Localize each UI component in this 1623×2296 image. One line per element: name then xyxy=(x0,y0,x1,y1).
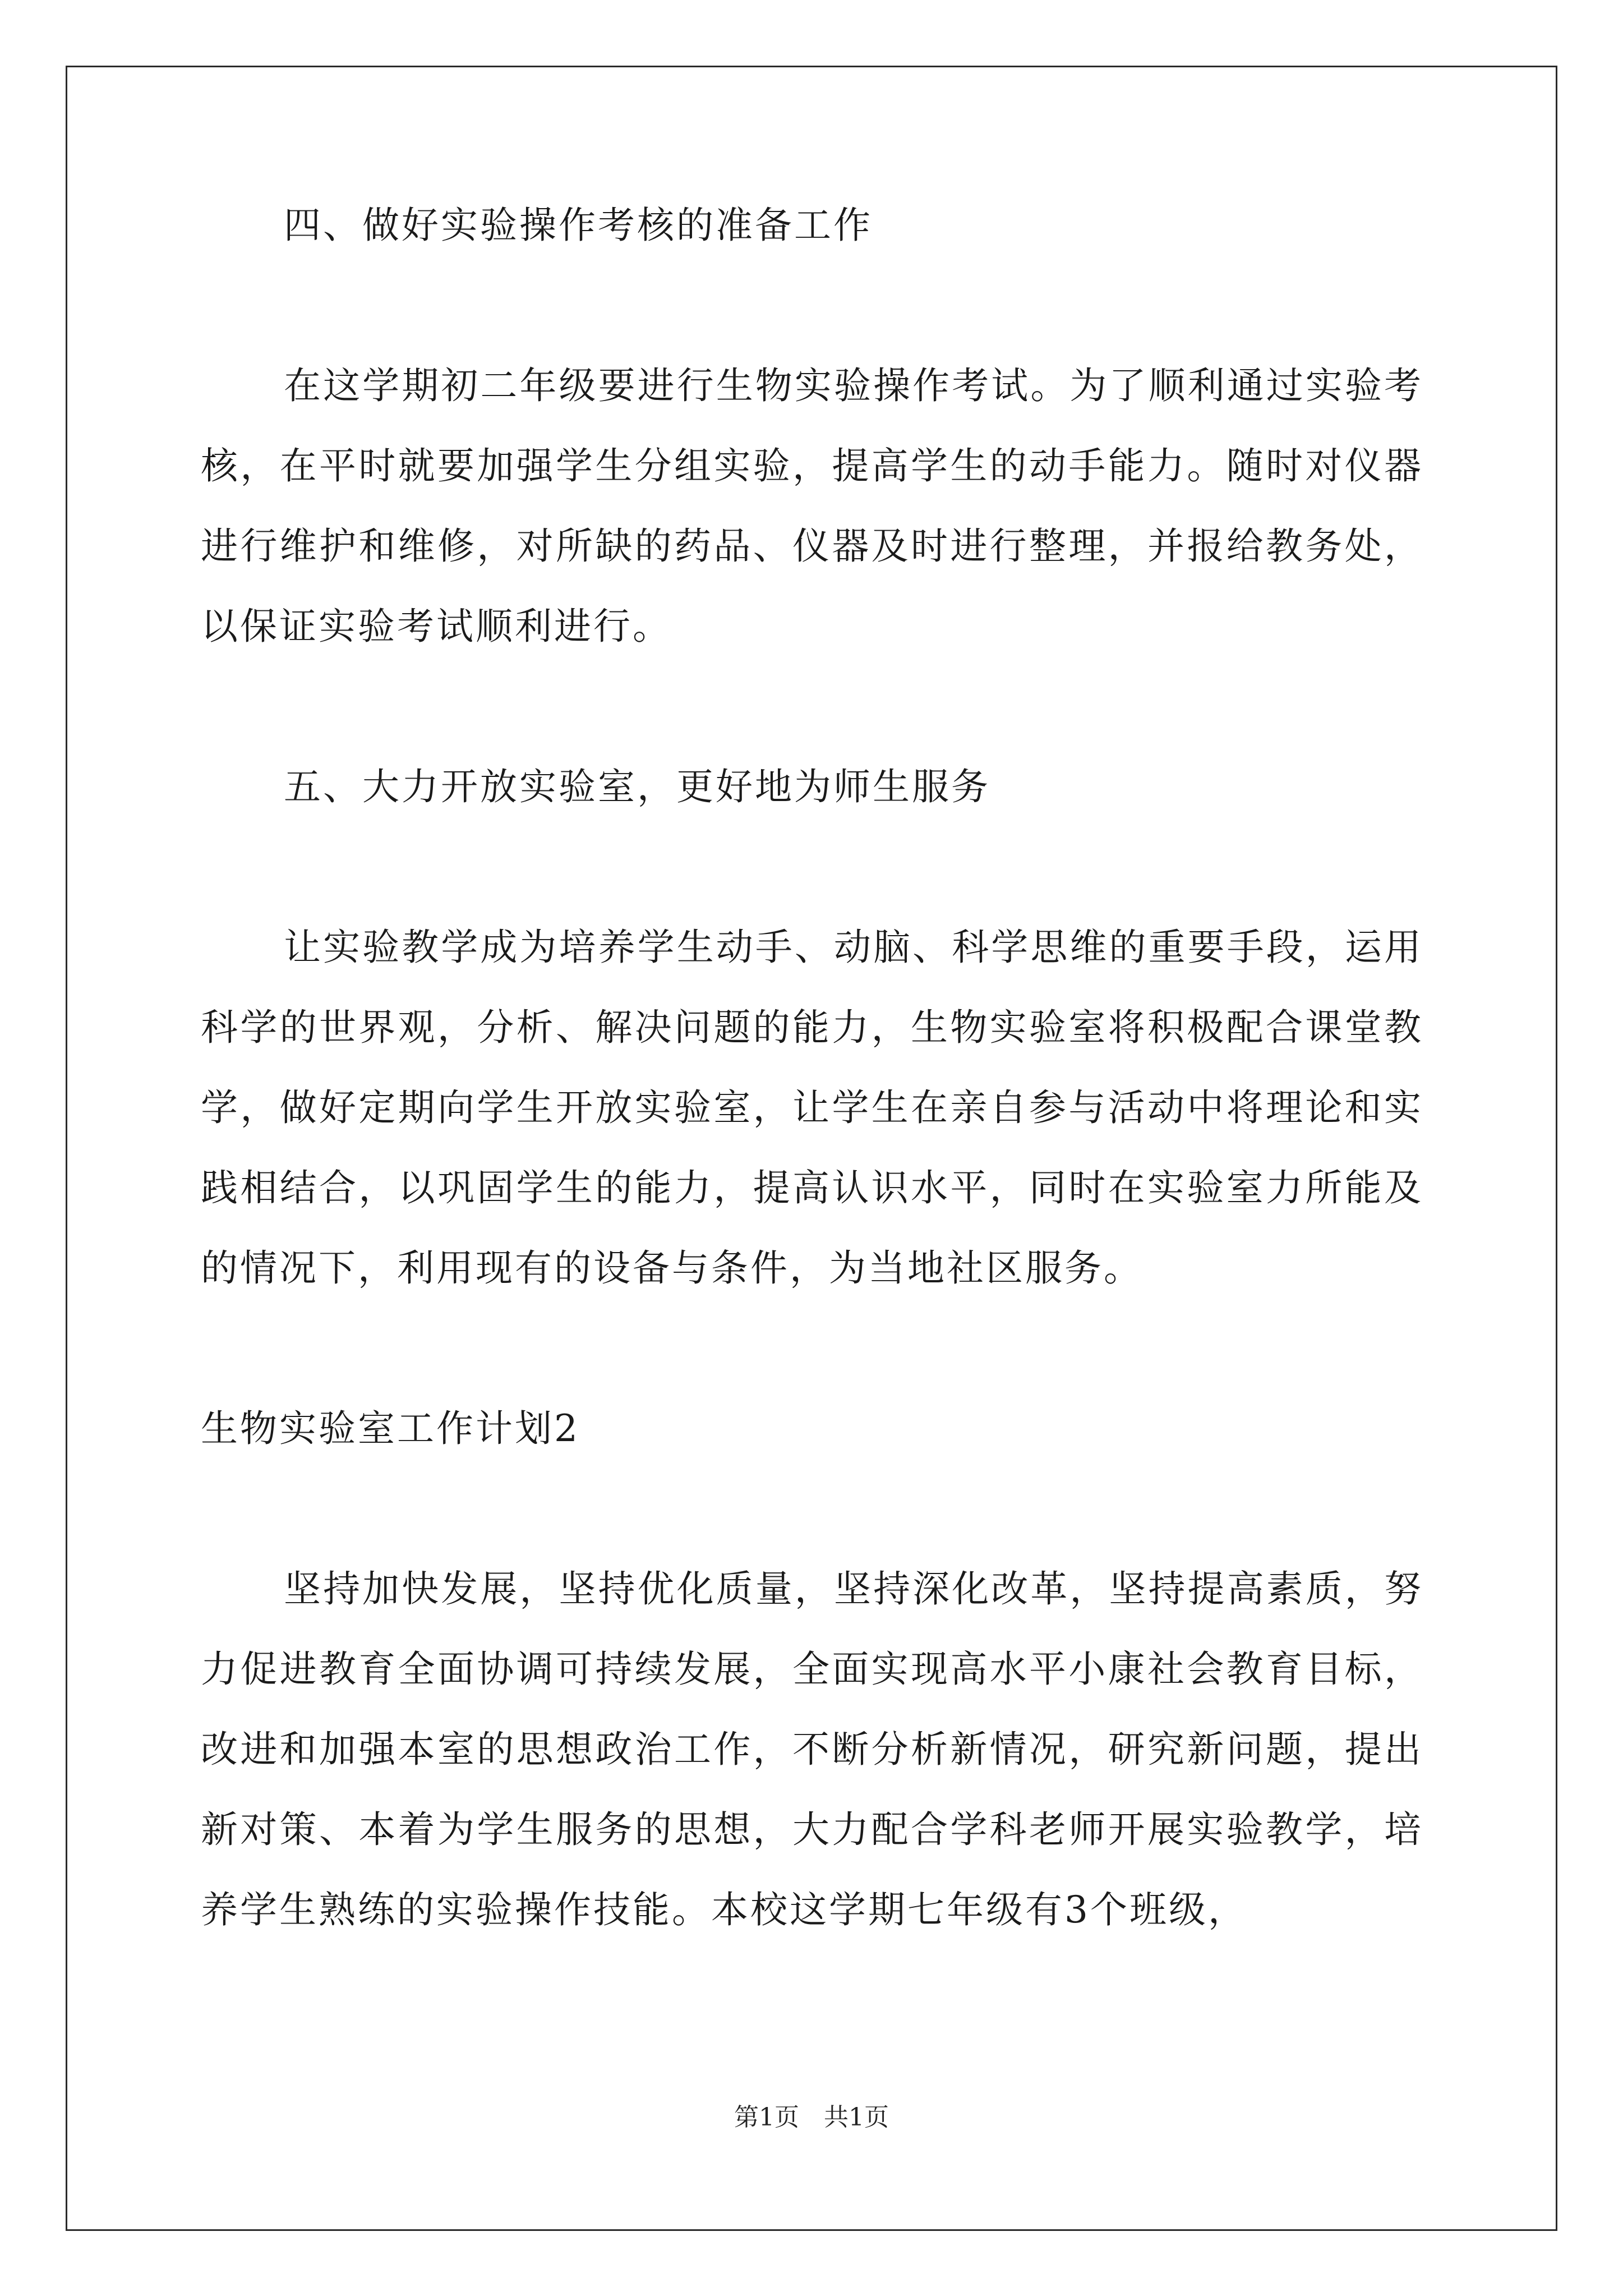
section-4-paragraph: 在这学期初二年级要进行生物实验操作考试。为了顺利通过实验考核，在平时就要加强学生分组实验，提高学生的动手能力。随时对仪器进行维护和维修，对所缺的药品、仪器及时进行整理，并报给教务处，以保证实验考试顺利进行。 xyxy=(201,364,1423,648)
page-footer: 第1页 共1页 xyxy=(734,2103,889,2132)
document-body xyxy=(201,185,1423,2030)
plan-2-paragraph: 坚持加快发展，坚持优化质量，坚持深化改革，坚持提高素质，努力促进教育全面协调可持续发展，全面实现高水平小康社会教育目标，改进和加强本室的思想政治工作，不断分析新情况，研究新问题，提出新对策、本着为学生服务的思想，大力配合学科老师开展实验教学，培养学生熟练的实验操作技能。本校这学期七年级有3个班级， xyxy=(201,1567,1423,1931)
section-5-paragraph: 让实验教学成为培养学生动手、动脑、科学思维的重要手段，运用科学的世界观，分析、解决问题的能力，生物实验室将积极配合课堂教学，做好定期向学生开放实验室，让学生在亲自参与活动中将理论和实践相结合，以巩固学生的能力，提高认识水平，同时在实验室力所能及的情况下，利用现有的设备与条件，为当地社区服务。 xyxy=(201,926,1423,1290)
section-5-heading: 五、大力开放实验室，更好地为师生服务 xyxy=(284,765,990,808)
plan-2-title: 生物实验室工作计划2 xyxy=(201,1407,580,1450)
section-4-heading: 四、做好实验操作考核的准备工作 xyxy=(284,204,873,247)
